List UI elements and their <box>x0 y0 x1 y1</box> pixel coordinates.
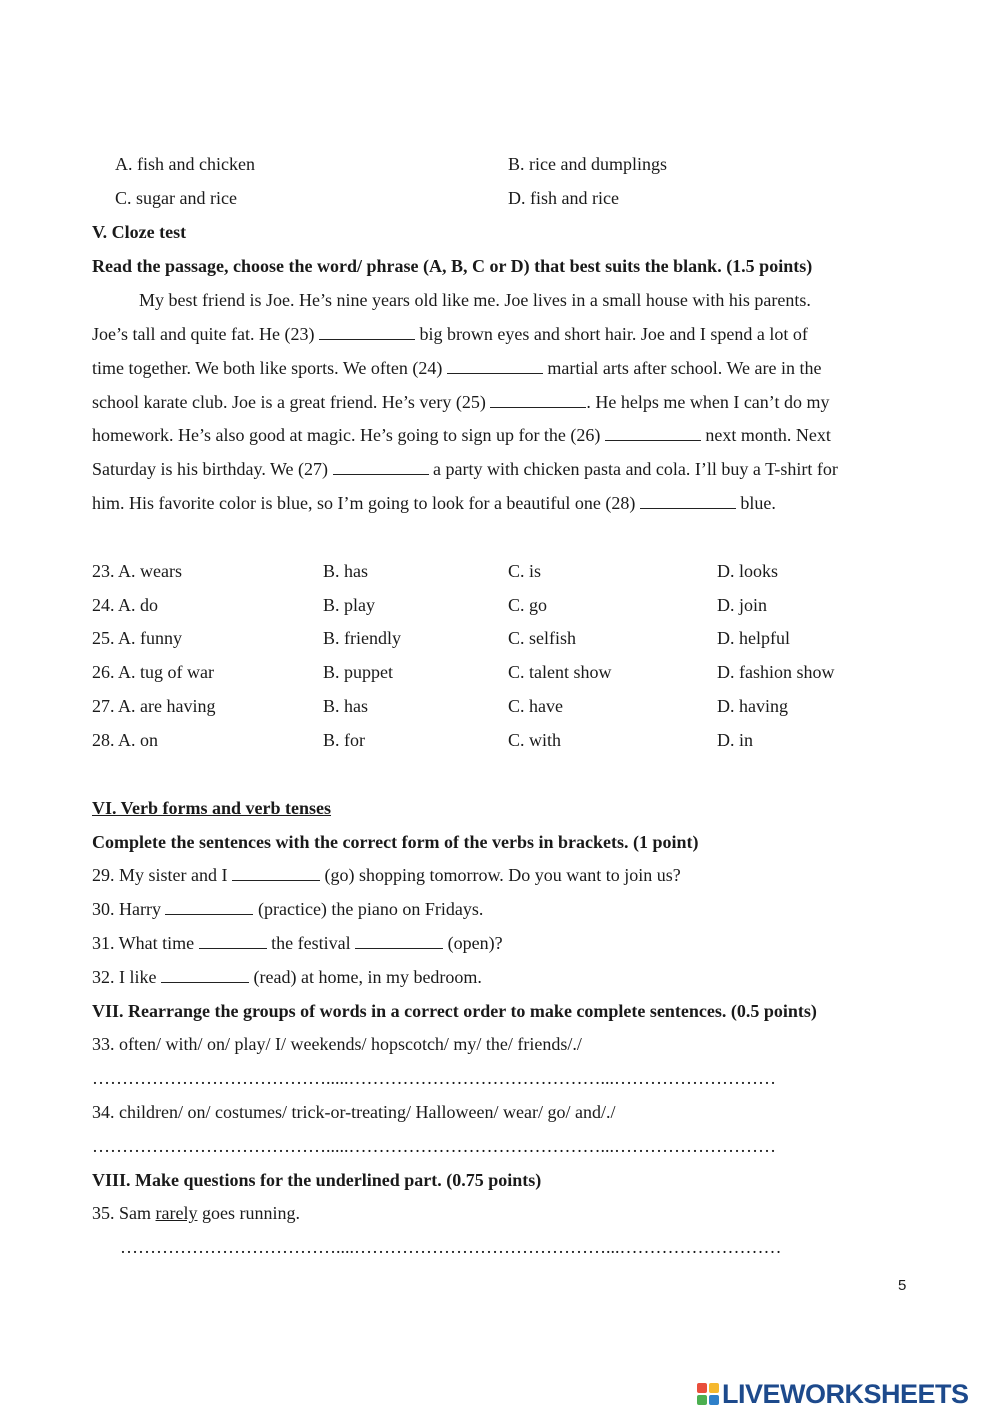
answer-line-35[interactable]: ………………………………....……………………………………...……………………… <box>120 1237 782 1257</box>
option-d: D. having <box>717 696 788 716</box>
passage-line: homework. He’s also good at magic. He’s going to sign up for the (26) next month. Next <box>92 425 831 445</box>
answer-blank-29[interactable] <box>232 864 320 881</box>
answer-blank-31b[interactable] <box>355 932 443 949</box>
option-a: 26. A. tug of war <box>92 662 214 682</box>
question-30: 30. Harry (practice) the piano on Fridays. <box>92 899 484 919</box>
answer-blank-26[interactable] <box>605 424 701 441</box>
passage-line: Saturday is his birthday. We (27) a party with chicken pasta and cola. I’ll buy a T-shirt for <box>92 459 838 479</box>
answer-blank-31a[interactable] <box>199 932 267 949</box>
liveworksheets-logo[interactable] <box>697 1378 997 1410</box>
option-c: C. talent show <box>508 662 612 682</box>
option-d: D. fashion show <box>717 662 835 682</box>
logo-grid-icon <box>697 1383 719 1405</box>
option-d: D. helpful <box>717 628 790 648</box>
passage-line: Joe’s tall and quite fat. He (23) big brown eyes and short hair. Joe and I spend a lot of <box>92 324 808 344</box>
option-b: B. has <box>323 696 368 716</box>
section-instruction-cloze: Read the passage, choose the word/ phrase (A, B, C or D) that best suits the blank. (1.5 points) <box>92 256 813 276</box>
answer-blank-25[interactable] <box>490 391 586 408</box>
question-32: 32. I like (read) at home, in my bedroom. <box>92 967 482 987</box>
underlined-word: rarely <box>155 1203 198 1223</box>
option-c: C. go <box>508 595 548 615</box>
question-29: 29. My sister and I (go) shopping tomorrow. Do you want to join us? <box>92 865 681 885</box>
option-c: C. with <box>508 730 562 750</box>
passage-line: time together. We both like sports. We often (24) martial arts after school. We are in the <box>92 358 822 378</box>
section-title-questions: VIII. Make questions for the underlined part. (0.75 points) <box>92 1170 542 1190</box>
section-title-cloze: V. Cloze test <box>92 222 187 242</box>
section-instruction-verb-forms: Complete the sentences with the correct form of the verbs in brackets. (1 point) <box>92 832 699 852</box>
option-a: 27. A. are having <box>92 696 216 716</box>
option-d: D. fish and rice <box>508 188 619 208</box>
brand-name: LIVEWORKSHEETS <box>722 1378 969 1409</box>
option-a: 23. A. wears <box>92 561 182 581</box>
answer-blank-23[interactable] <box>319 323 415 340</box>
answer-blank-27[interactable] <box>333 458 429 475</box>
option-a: 24. A. do <box>92 595 159 615</box>
answer-blank-24[interactable] <box>447 357 543 374</box>
option-b: B. puppet <box>323 662 393 682</box>
option-c: C. is <box>508 561 542 581</box>
option-d: D. join <box>717 595 768 615</box>
option-c: C. have <box>508 696 563 716</box>
question-34: 34. children/ on/ costumes/ trick-or-treating/ Halloween/ wear/ go/ and/./ <box>92 1102 616 1122</box>
answer-blank-32[interactable] <box>161 966 249 983</box>
section-title-rearrange: VII. Rearrange the groups of words in a correct order to make complete sentences. (0.5 points) <box>92 1001 817 1021</box>
option-d: D. in <box>717 730 753 750</box>
option-a: 28. A. on <box>92 730 159 750</box>
option-b: B. has <box>323 561 368 581</box>
answer-line-34[interactable]: ………………………………….....……………………………………...……………………… <box>92 1136 776 1156</box>
question-35: 35. Sam rarely goes running. <box>92 1203 300 1223</box>
page-number: 5 <box>898 1277 907 1294</box>
option-a: 25. A. funny <box>92 628 182 648</box>
passage-line: him. His favorite color is blue, so I’m going to look for a beautiful one (28) blue. <box>92 493 776 513</box>
option-b: B. for <box>323 730 365 750</box>
answer-blank-28[interactable] <box>640 492 736 509</box>
passage-line: My best friend is Joe. He’s nine years old like me. Joe lives in a small house with his parents. <box>139 290 811 310</box>
passage-line: school karate club. Joe is a great friend. He’s very (25) . He helps me when I can’t do my <box>92 392 830 412</box>
answer-blank-30[interactable] <box>165 898 253 915</box>
option-c: C. selfish <box>508 628 577 648</box>
option-c: C. sugar and rice <box>115 188 237 208</box>
question-31: 31. What time the festival (open)? <box>92 933 503 953</box>
option-d: D. looks <box>717 561 779 581</box>
option-b: B. friendly <box>323 628 401 648</box>
option-b: B. rice and dumplings <box>508 154 667 174</box>
option-a: A. fish and chicken <box>115 154 255 174</box>
question-33: 33. often/ with/ on/ play/ I/ weekends/ hopscotch/ my/ the/ friends/./ <box>92 1034 582 1054</box>
section-title-verb-forms: VI. Verb forms and verb tenses <box>92 798 332 818</box>
answer-line-33[interactable]: ………………………………….....……………………………………...……………………… <box>92 1068 776 1088</box>
option-b: B. play <box>323 595 375 615</box>
